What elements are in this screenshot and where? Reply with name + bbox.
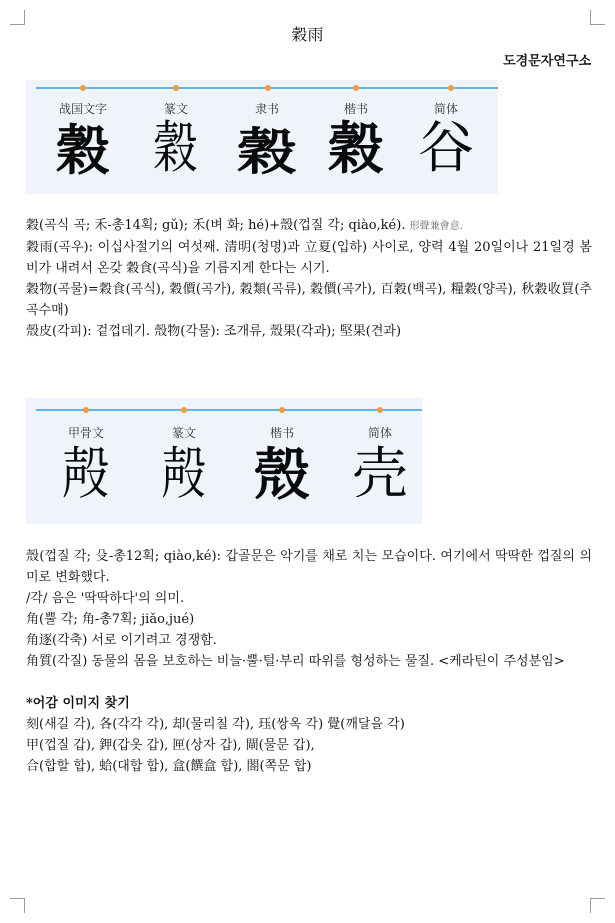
script-label: 篆文 (171, 426, 196, 440)
timeline-dot (353, 85, 359, 91)
script-column (146, 424, 222, 507)
section-heading: *어감 이미지 찾기 (26, 696, 130, 711)
character-glyph: 穀 (237, 122, 297, 181)
paragraph: 穀(곡식 곡; 禾-총14획; gǔ); 禾(벼 화; hé)+殼(껍질 각; qiào,ké). 形聲兼會意. (26, 218, 463, 233)
script-label: 隶书 (254, 102, 279, 116)
text-block-gak (26, 546, 592, 777)
timeline-dot (181, 407, 187, 413)
script-column (406, 100, 486, 181)
script-column (222, 100, 312, 181)
timeline-dot (265, 85, 271, 91)
script-label: 楷书 (269, 426, 294, 440)
paragraph: 殼皮(각피): 겉껍데기. 殼物(각물): 조개류, 殼果(각과); 堅果(견과) (26, 324, 402, 339)
paragraph: 穀雨(곡우): 이십사절기의 여섯째. 清明(청명)과 立夏(입하) 사이로, 양력 4월 20일이나 21일경 봄비가 내려서 온갖 穀食(곡식)을 기름지게 한다는 시기. (26, 240, 592, 276)
timeline-dot (173, 85, 179, 91)
character-glyph: 谷 (418, 116, 474, 181)
script-column (138, 100, 214, 181)
character-glyph: 穀 (328, 116, 384, 182)
page-title: 穀雨 (291, 25, 324, 44)
character-glyph: 穀 (153, 116, 199, 181)
paragraph: 角質(각질) 동물의 몸을 보호하는 비늘·뿔·털·부리 따위를 형성하는 물질. <케라틴이 주성분임> (26, 654, 565, 669)
character-glyph: 殸 (161, 442, 207, 507)
page-corner-mark (590, 898, 605, 913)
script-label: 简体 (433, 102, 458, 116)
paragraph: 角逐(각축) 서로 이기려고 경쟁함. (26, 633, 217, 648)
script-label: 甲骨文 (67, 426, 104, 440)
script-column (45, 100, 121, 182)
inline-note: 形聲兼會意. (409, 221, 463, 232)
timeline-dot (448, 85, 454, 91)
character-glyph: 殸 (61, 442, 111, 507)
character-glyph: 殼 (254, 442, 310, 508)
character-glyph: 穀 (56, 118, 110, 182)
paragraph: 角(뿔 각; 角-총7획; jiǎo,jué) (26, 612, 195, 627)
paragraph: 刻(새길 각), 各(각각 각), 却(물리칠 각), 珏(쌍옥 각) 覺(깨달을 각) (26, 717, 405, 732)
script-evolution-panel-gu (26, 80, 498, 194)
paragraph: 殼(껍질 각; 殳-총12획; qiào,ké): 갑골문은 악기를 채로 치는 모습이다. 여기에서 딱딱한 껍질의 의미로 변화했다. (26, 549, 592, 585)
paragraph: 合(합할 합), 蛤(대합 합), 盒(饌盒 합), 閤(쪽문 합) (26, 759, 312, 774)
script-column (244, 424, 320, 508)
script-evolution-panel-gak (26, 398, 422, 524)
script-label: 楷书 (343, 102, 368, 116)
paragraph: 穀物(곡물)=穀食(곡식), 穀價(곡가), 穀類(곡류), 穀價(곡가), 百穀(백곡), 糧穀(양곡), 秋穀收買(추곡수매) (26, 282, 592, 318)
script-label: 战国文字 (58, 102, 107, 116)
page-corner-mark (10, 898, 25, 913)
organization-name: 도경문자연구소 (503, 54, 591, 69)
spacer (26, 672, 592, 693)
timeline-line (36, 409, 422, 411)
script-column (342, 424, 418, 507)
timeline-dot (83, 407, 89, 413)
script-column (316, 100, 396, 182)
timeline-dot (279, 407, 285, 413)
paragraph: 甲(껍질 갑), 鉀(갑옷 갑), 匣(상자 갑), 閘(물문 갑), (26, 738, 315, 753)
text-block-gu (26, 215, 592, 342)
script-label: 简体 (367, 426, 392, 440)
paragraph: /각/ 음은 '딱딱하다'의 의미. (26, 591, 185, 606)
timeline-dot (377, 407, 383, 413)
timeline-line (36, 87, 498, 89)
timeline-dot (80, 85, 86, 91)
script-label: 篆文 (163, 102, 188, 116)
script-column (48, 424, 124, 507)
character-glyph: 壳 (352, 442, 408, 507)
